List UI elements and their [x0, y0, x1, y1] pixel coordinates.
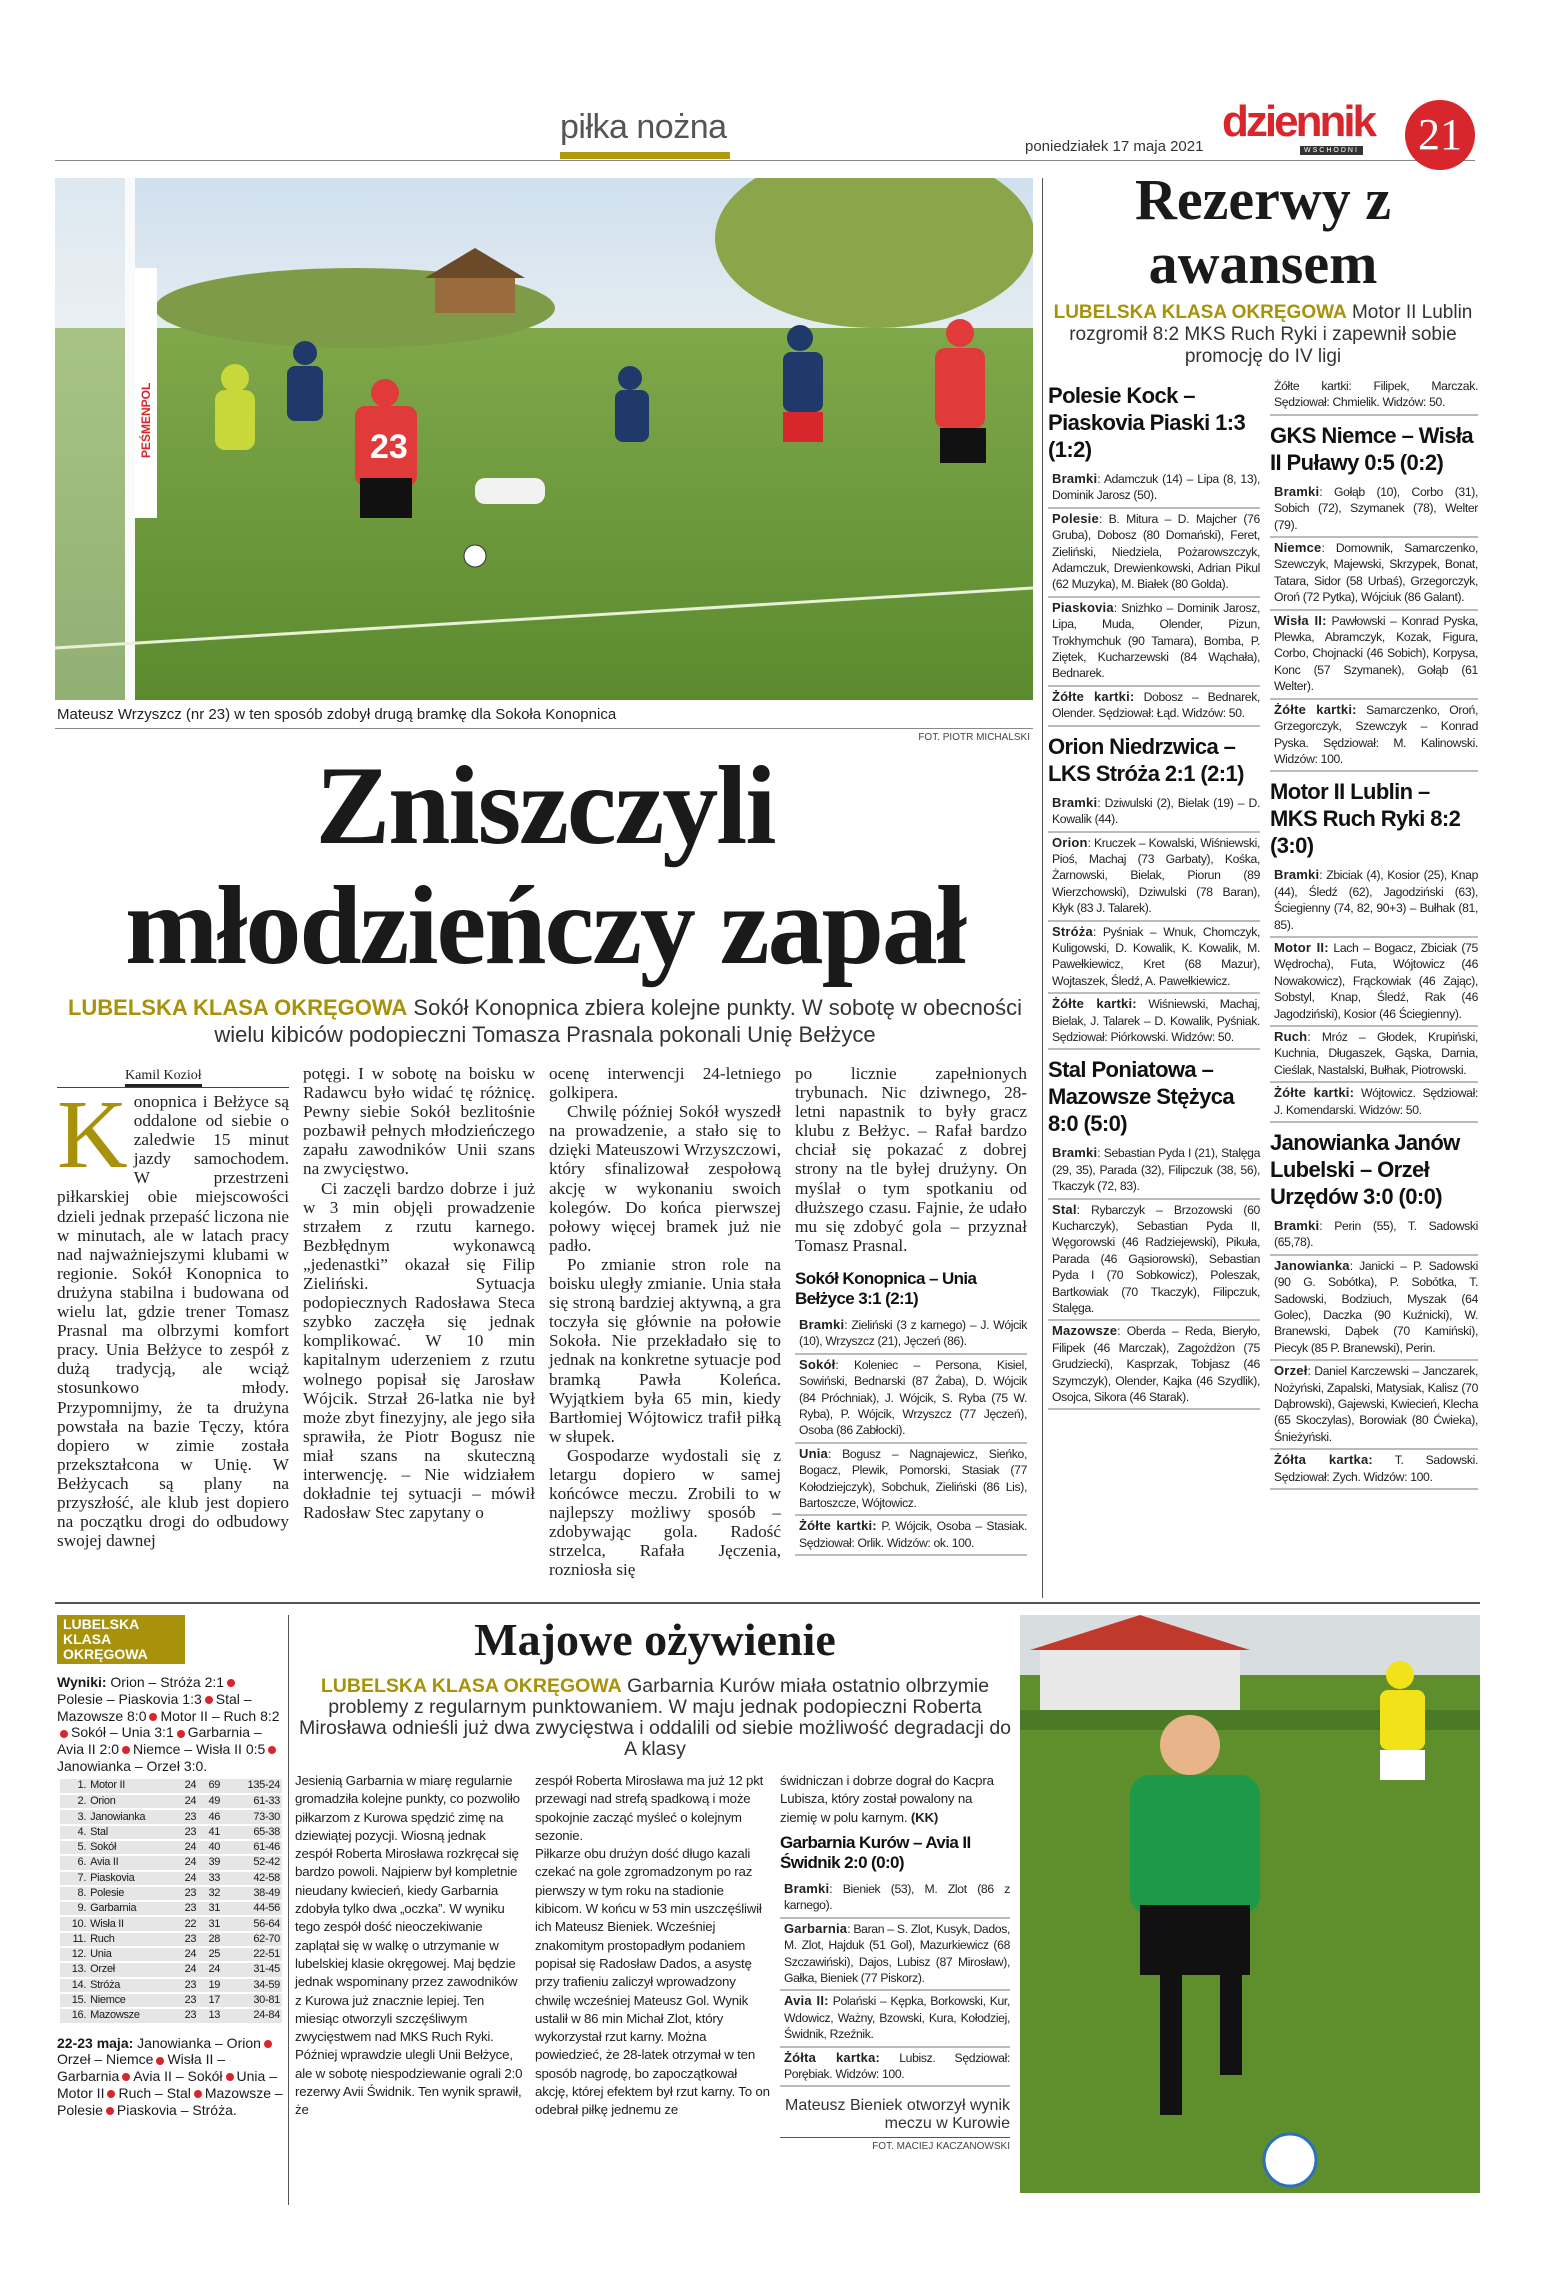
photo-caption: Mateusz Bieniek otworzył wynik meczu w Kurowie: [780, 2097, 1010, 2138]
entry-label: Niemce: [1274, 540, 1322, 556]
entry-text: : Bogusz – Nagnajewicz, Sieńko, Bogacz, Plewik, Pomorski, Stasiak (77 Kołodziejczyk), Sobchuk, Zieliński (86 Lis), Bartoszcze, Wójtowicz.: [799, 1446, 1027, 1510]
table-cell: 31: [202, 1901, 226, 1916]
table-cell: 56-64: [226, 1916, 282, 1931]
entry-label: Żółte kartki:: [1052, 688, 1135, 704]
entry-label: Żółte kartki:: [799, 1518, 877, 1534]
table-cell: Avia II: [88, 1855, 178, 1870]
entry-label: Żółte kartki:: [1274, 701, 1357, 717]
table-cell: 17: [202, 1993, 226, 2008]
entry-label: Avia II:: [784, 1993, 829, 2009]
majowe-column-2: [535, 1772, 770, 2153]
report-entry: [1048, 833, 1260, 922]
table-cell: 12.: [60, 1947, 88, 1962]
table-cell: 22-51: [226, 1947, 282, 1962]
report-entry: [795, 1516, 1027, 1556]
entry-text: Dobosz – Bednarek, Olender. Sędziował: Łąd. Widzów: 50.: [1052, 689, 1260, 721]
table-cell: Unia: [88, 1947, 178, 1962]
list-label: Wyniki:: [57, 1674, 107, 1690]
issue-date: poniedziałek 17 maja 2021: [1025, 138, 1204, 155]
bullet-dot-icon: [106, 2107, 114, 2115]
table-cell: 38-49: [226, 1886, 282, 1901]
fixture: Unia – Motor II: [57, 2068, 277, 2101]
report-entry: [1270, 538, 1478, 611]
table-cell: 42-58: [226, 1871, 282, 1886]
fixture: Niemce – Wisła II 0:5: [133, 1741, 266, 1758]
table-row: [60, 1932, 282, 1947]
report-entry: [780, 2048, 1010, 2088]
table-cell: 65-38: [226, 1825, 282, 1840]
banner-text: PEŚMENPOL: [139, 382, 153, 458]
bullet-dot-icon: [122, 2073, 130, 2081]
entry-label: Żółta kartka:: [784, 2049, 881, 2065]
report-entry: [795, 1444, 1027, 1517]
majowe-column-1: [295, 1772, 525, 2153]
report-entry: [1048, 509, 1260, 598]
article-paragraph: Ci zaczęli bardzo dobrze i już w 3 min objęli prowadzenie strzałem z rzutu karnego. Bezbłędnym wykonawcą „jedenastki” okazał się Filip Zieliński. Sytuacja podopiecznych Radosława Steca szybko zaczęła się jednak komplikować. W 10 min kapitalnym uderzeniem z rzutu wolnego popisał się Jarosław Wójcik. Strzał 26-latka nie był może zbyt finezyjny, ale jego siła sprawiła, że Piotr Bogusz nie miał szans na skuteczną interwencję. – Nie widziałem dokładnie tej sytuacji – mówił Radosław Stec zapytany o: [303, 1178, 535, 1523]
entry-label: Żółte kartki:: [1274, 1085, 1355, 1101]
table-cell: 61-46: [226, 1840, 282, 1855]
table-cell: 31: [202, 1916, 226, 1931]
report-entry: [1048, 922, 1260, 995]
results-summary: [57, 1674, 283, 1775]
table-cell: 23: [178, 2008, 202, 2023]
table-cell: Polesie: [88, 1886, 178, 1901]
entry-label: Stal: [1052, 1201, 1077, 1217]
match-report: [780, 1833, 1010, 2087]
entry-label: Stróża: [1052, 923, 1093, 939]
fixture: Avia II – Sokół: [133, 2068, 223, 2085]
table-cell: 15.: [60, 1993, 88, 2008]
article-column-3: [549, 1064, 781, 1580]
rezerwy-headline: Rezerwy z awansem: [1135, 167, 1391, 296]
table-cell: 13.: [60, 1962, 88, 1977]
table-cell: 24: [178, 1947, 202, 1962]
table-cell: 25: [202, 1947, 226, 1962]
bullet-dot-icon: [264, 2040, 272, 2048]
table-cell: Sokół: [88, 1840, 178, 1855]
lead-kicker: LUBELSKA KLASA OKRĘGOWA: [320, 1675, 622, 1697]
entry-text: : Mróz – Głodek, Krupiński, Kuchnia, Długaszek, Gąska, Darnia, Cieślak, Nastalski, Bułhak, Piotrowski.: [1274, 1029, 1478, 1077]
table-cell: Ruch: [88, 1932, 178, 1947]
table-cell: 23: [178, 1886, 202, 1901]
table-cell: 8.: [60, 1886, 88, 1901]
entry-text: P. Wójcik, Osoba – Stasiak. Sędziował: Orlik. Widzów: ok. 100.: [799, 1519, 1027, 1550]
table-cell: Stróża: [88, 1978, 178, 1993]
entry-label: Bramki: [1274, 867, 1320, 883]
league-badge: LUBELSKA KLASA OKRĘGOWA: [57, 1615, 185, 1664]
article-paragraph: onopnica i Bełżyce są oddalone od siebie o zaledwie 15 minut jazdy samochodem. W przestrzeni piłkarskiej obie miejscowości dzieli jednak przepaść liczona nie w minutach, ale w latach pracy nad najważniejszymi klubami w regionie. Sokół Konopnica to drużyna stabilna i budowana od wielu lat, gdzie trener Tomasz Prasnal ma olbrzymi komfort pracy. Unia Bełżyce to zespół z dużą tradycją, ale wciąż stosunkowo młody. Przypomnijmy, że ta drużyna powstała na bazie Tęczy, która dopiero w zimie została przekształcona w Unię. W Bełżycach są plany na przyszłość, ale klub jest dopiero na początku drogi do odbudowy swojej dawnej: [57, 1092, 289, 1551]
table-cell: Piaskovia: [88, 1871, 178, 1886]
table-row: [60, 1978, 282, 1993]
table-cell: 23: [178, 1901, 202, 1916]
bullet-dot-icon: [226, 2073, 234, 2081]
match-title: Stal Poniatowa – Mazowsze Stężyca 8:0 (5:0): [1048, 1057, 1235, 1137]
next-fixtures: [57, 2035, 283, 2119]
match-title: Polesie Kock – Piaskovia Piaski 1:3 (1:2): [1048, 383, 1246, 462]
table-cell: 34-59: [226, 1978, 282, 1993]
table-cell: 16.: [60, 2008, 88, 2023]
table-row: [60, 2008, 282, 2023]
entry-text: : Baran – S. Zlot, Kusyk, Dados, M. Zlot, Hajduk (51 Gol), Mazurkiewicz (68 Szczawiński), Dajos, Lubisz (87 Mirosław), Gałka, Bieniek (77 Piskorz).: [784, 1921, 1010, 1985]
table-cell: 24: [178, 1855, 202, 1870]
entry-label: Ruch: [1274, 1028, 1308, 1044]
table-cell: 23: [178, 1809, 202, 1824]
fixture: Orion – Stróża 2:1: [110, 1674, 225, 1690]
column-divider: [1042, 178, 1043, 1598]
report-entry: [1270, 1256, 1478, 1361]
entry-text: : Zbiciak (4), Kosior (25), Knap (44), Śledź (62), Jagodziński (63), Ściegienny (74, 82, 90+3) – Bułhak (81, 85).: [1274, 868, 1478, 932]
caption-divider: [55, 728, 1033, 729]
report-entry: [795, 1355, 1027, 1444]
article-lead: [55, 994, 1035, 1048]
article-paragraph: ocenę interwencji 24-letniego golkipera.: [549, 1064, 781, 1103]
bullet-dot-icon: [268, 1746, 276, 1754]
article-paragraph: Jesienią Garbarnia w miarę regularnie gromadziła kolejne punkty, co pozwoliło piłkarzom z Kurowa spędzić zimę na dziewiątej pozycji. Wiosną jednak zespół Roberta Mirosława rozkręcał się bardzo powoli. Najpierw był kompletnie nieudany kwiecień, kiedy Garbarnia zdobyła tylko dwa „oczka”. W wyniku tego zespół dość nieoczekiwanie zaplątał się w walkę o utrzymanie w lubelskiej klasie okręgowej. Maj będzie jednak wspominany przez zawodników z Kurowa już znacznie lepiej. Ten miesiąc otworzyli szczęśliwym zwycięstwem nad MKS Ruch Ryki. Później wprawdzie ulegli Unii Bełżyce, ale w sobotę niespodziewanie ograli 2:0 rezerwy Avii Świdnik. Ten wynik sprawił, że: [295, 1773, 523, 2118]
table-cell: 9.: [60, 1901, 88, 1916]
report-entry: [1048, 1143, 1260, 1199]
article-paragraph: Piłkarze obu drużyn dość długo kazali czekać na gole zgromadzonym po raz pierwszy w tym roku na stadionie kibicom. W końcu w 53 min uszczęśliwił ich Mateusz Bieniek. Wcześniej znakomitym prostopadłym podaniem popisał się Radosław Dados, a asystę przy trafieniu zaliczył wprowadzony chwilę wcześniej Mateusz Gol. Wynik ustalił w 86 min Michał Zlot, który wykorzystał rzut karny. Można powiedzieć, że 28-latek otrzymał w ten sposób nagrodę, bo zapoczątkował akcję, której efektem był rzut karny. To on odebrał piłkę jednemu ze: [535, 1846, 770, 2118]
entry-label: Janowianka: [1274, 1257, 1350, 1273]
table-cell: 30-81: [226, 1993, 282, 2008]
fixture: Orzeł – Niemce: [57, 2051, 154, 2068]
table-cell: 135-24: [226, 1779, 282, 1794]
article-columns: [55, 1064, 1035, 1580]
entry-text: : Snizhko – Dominik Jarosz, Lipa, Muda, Olender, Pizun, Trokhymchuk (90 Tamara), Bomba, P. Ziętek, Kucharzewski (84 Wąchała), Bednarek.: [1052, 600, 1260, 681]
entry-text: : Bieniek (53), M. Zlot (86 z karnego).: [784, 1881, 1010, 1913]
table-row: [60, 1993, 282, 2008]
match-title: Janowianka Janów Lubelski – Orzeł Urzędów 3:0 (0:0): [1270, 1130, 1460, 1209]
lead-text: Garbarnia Kurów miała ostatnio olbrzymie problemy z regularnym punktowaniem. W maju jednak podopieczni Roberta Mirosława odnieśli już dwa zwycięstwa i oddalili od siebie możliwość degradacji do A klasy: [298, 1675, 1012, 1760]
table-cell: 1.: [60, 1779, 88, 1794]
entry-text: Lubisz. Sędziował: Porębiak. Widzów: 100.: [784, 2050, 1010, 2081]
fixture: Janowianka – Orion: [137, 2034, 261, 2051]
lead-kicker: LUBELSKA KLASA OKRĘGOWA: [1053, 302, 1347, 323]
report-entry: [1048, 793, 1260, 833]
majowe-headline: Majowe ożywienie: [474, 1614, 836, 1665]
report-entry: [1270, 482, 1478, 538]
entry-text: : Janicki – P. Sadowski (90 G. Sobótka), P. Sobótka, T. Sadowski, Bodziuch, Myszak (64 Golec), Daczka (90 Kuźnicki), W. Branewski, Dąbek (70 Kamiński), Piecyk (85 P. Branewski), Perin.: [1274, 1258, 1478, 1355]
table-cell: 44-56: [226, 1901, 282, 1916]
photo-caption: Mateusz Wrzyszcz (nr 23) w ten sposób zdobył drugą bramkę dla Sokoła Konopnica: [57, 706, 617, 723]
table-cell: Orion: [88, 1794, 178, 1809]
entry-text: : Sebastian Pyda I (21), Stalęga (29, 35), Parada (32), Filipczuk (38, 56), Tkaczyk (72, 83).: [1052, 1146, 1260, 1194]
entry-text: Samarczenko, Oroń, Grzegorczyk, Szewczyk – Konrad Pyska. Sędziował: M. Kalinowski. Widzów: 100.: [1274, 702, 1478, 766]
section-divider: [55, 1602, 1480, 1604]
rezerwy-article: [1048, 168, 1478, 1490]
majowe-column-3: [780, 1772, 1010, 2153]
table-cell: 49: [202, 1794, 226, 1809]
table-row: [60, 1809, 282, 1824]
rezerwy-lead: [1048, 302, 1478, 368]
results-columns: [1048, 376, 1478, 1490]
page-number-badge: 21: [1405, 100, 1475, 170]
table-cell: 41: [202, 1825, 226, 1840]
table-cell: 22: [178, 1916, 202, 1931]
entry-label: Bramki: [1052, 794, 1098, 810]
table-cell: 13: [202, 2008, 226, 2023]
article-column-2: [303, 1064, 535, 1580]
fixture: Ruch – Stal: [118, 2084, 191, 2101]
table-cell: 23: [178, 1978, 202, 1993]
lead-text: Motor II Lublin rozgromił 8:2 MKS Ruch Ryki i zapewnił sobie promocję do IV ligi: [1069, 302, 1473, 367]
entry-label: Wisła II:: [1274, 612, 1327, 628]
article-paragraph: Po zmianie stron role na boisku uległy zmianie. Unia stała się stroną bardziej aktywną, a gra toczyła się głównie na połowie Sokoła. Nie przekładało się to jednak na konkretne sytuacje pod bramką Pawła Koleńca. Wyjątkiem była 65 min, kiedy Bartłomiej Wójtowicz trafił piłką w słupek.: [549, 1254, 781, 1446]
bullet-dot-icon: [177, 1730, 185, 1738]
fixture: Stal – Mazowsze 8:0: [57, 1690, 252, 1724]
match-photo-sokol: [55, 178, 1033, 700]
table-cell: 19: [202, 1978, 226, 1993]
report-entry: [1048, 1321, 1260, 1410]
drop-cap: K: [57, 1081, 128, 1189]
report-entry: [780, 1879, 1010, 1919]
report-entry: [1270, 611, 1478, 700]
match-title: Motor II Lublin – MKS Ruch Ryki 8:2 (3:0): [1270, 779, 1461, 859]
table-row: [60, 1901, 282, 1916]
match-photo-garbarnia: [1020, 1615, 1480, 2193]
column-divider: [288, 1615, 289, 2205]
entry-label: Bramki: [1052, 471, 1098, 486]
table-cell: 23: [178, 1825, 202, 1840]
table-cell: Stal: [88, 1825, 178, 1840]
table-cell: 62-70: [226, 1932, 282, 1947]
table-cell: Janowianka: [88, 1809, 178, 1824]
entry-text: : Zieliński (3 z karnego) – J. Wójcik (10), Wrzyszcz (21), Jęczeń (86).: [799, 1317, 1027, 1349]
league-table: [60, 1779, 282, 2025]
bullet-dot-icon: [194, 2090, 202, 2098]
lead-kicker: LUBELSKA KLASA OKRĘGOWA: [67, 995, 408, 1020]
entry-label: Żółta kartka:: [1274, 1452, 1373, 1468]
newspaper-logo: dziennik: [1222, 98, 1375, 146]
table-row: [60, 1794, 282, 1809]
table-cell: 24-84: [226, 2008, 282, 2023]
report-entry: [1048, 687, 1260, 727]
article-column-1: [57, 1064, 289, 1580]
fixture: Wisła II – Garbarnia: [57, 2051, 226, 2085]
table-row: [60, 1855, 282, 1870]
report-entry: [1270, 1216, 1478, 1256]
report-entry: [1048, 1200, 1260, 1322]
article-byline: Kamil Kozioł: [125, 1068, 202, 1087]
table-cell: 69: [202, 1779, 226, 1794]
bullet-dot-icon: [107, 2090, 115, 2098]
fixture: Garbarnia – Avia II 2:0: [57, 1724, 262, 1758]
entry-label: Sokół: [799, 1356, 836, 1372]
entry-label: Orion: [1052, 834, 1088, 850]
report-entry: [1270, 1027, 1478, 1083]
article-paragraph: świdniczan i dobrze dograł do Kacpra Lubisza, który został powalony na ziemię w polu karnym.: [780, 1773, 994, 1825]
entry-label: Polesie: [1052, 510, 1099, 526]
entry-label: Bramki: [799, 1316, 845, 1332]
table-cell: 2.: [60, 1794, 88, 1809]
entry-text: : Domownik, Samarczenko, Szewczyk, Majewski, Skrzypek, Bonat, Tatara, Sidor (58 Urbaś), Grzegorczyk, Oroń (72 Pytka), Wójciuk (86 Galant).: [1274, 541, 1478, 605]
report-entry: [1270, 700, 1478, 773]
match-title: Garbarnia Kurów – Avia II Świdnik 2:0 (0:0): [780, 1832, 971, 1872]
entry-label: Żółte kartki:: [1052, 996, 1137, 1012]
table-cell: 40: [202, 1840, 226, 1855]
entry-label: Bramki: [1274, 1218, 1320, 1233]
report-entry: [1270, 1083, 1478, 1123]
table-cell: 52-42: [226, 1855, 282, 1870]
entry-text: T. Sadowski. Sędziował: Zych. Widzów: 100.: [1274, 1453, 1479, 1484]
table-cell: 23: [178, 1993, 202, 2008]
entry-text: Lach – Bogacz, Zbiciak (75 Wędrocha), Futa, Wójtowicz (46 Nowakowicz), Frąckowiak (46 Zając), Sobstyl, Knap, Śledź, Rak (46 Jagodziński), Kosior (46 Ściegienny).: [1274, 940, 1478, 1021]
table-cell: Niemce: [88, 1993, 178, 2008]
entry-label: Mazowsze: [1052, 1323, 1118, 1339]
report-entry: [1048, 469, 1260, 509]
entry-text: Wójtowicz. Sędziował: J. Komendarski. Widzów: 50.: [1274, 1086, 1478, 1117]
main-article: [55, 746, 1035, 1580]
table-cell: 24: [178, 1779, 202, 1794]
table-cell: 24: [178, 1840, 202, 1855]
bullet-dot-icon: [60, 1730, 68, 1738]
entry-label: Unia: [799, 1445, 828, 1461]
author-initials: (KK): [907, 1809, 939, 1825]
table-cell: 10.: [60, 1916, 88, 1931]
table-cell: 4.: [60, 1825, 88, 1840]
table-row: [60, 1825, 282, 1840]
entry-text: Pawłowski – Konrad Pyska, Plewka, Abramczyk, Kozak, Figura, Corbo, Chojnacki (46 Sobich), Korpysa, Konc (57 Szymanek), Gołąb (61 Welter).: [1274, 613, 1478, 694]
table-cell: Motor II: [88, 1779, 178, 1794]
match-report: [795, 1269, 1027, 1556]
entry-label: Bramki: [784, 1880, 830, 1896]
article-column-4: [795, 1064, 1027, 1580]
article-paragraph: potęgi. I w sobotę na boisku w Radawcu było widać tę różnicę. Pewny siebie Sokół bezlitośnie pozbawił pełnych młodzieńczego zapału zawodników Unii szans na zwycięstwo.: [303, 1064, 535, 1179]
table-cell: 23: [178, 1932, 202, 1947]
fixture: Motor II – Ruch 8:2: [160, 1707, 280, 1724]
entry-text: : Adamczuk (14) – Lipa (8, 13), Dominik Jarosz (50).: [1052, 472, 1260, 503]
fixture: Mazowsze – Polesie: [57, 2084, 283, 2118]
table-cell: 46: [202, 1809, 226, 1824]
entry-text: : Dziwulski (2), Bielak (19) – D. Kowalik (44).: [1052, 795, 1260, 827]
table-cell: 39: [202, 1855, 226, 1870]
table-cell: 24: [178, 1794, 202, 1809]
report-entry: [1270, 865, 1478, 938]
article-paragraph: zespół Roberta Mirosława ma już 12 pkt przewagi nad strefą spadkową i może spokojnie zacząć myśleć o kolejnym sezonie.: [535, 1773, 764, 1843]
table-cell: 14.: [60, 1978, 88, 1993]
fixture: Polesie – Piaskovia 1:3: [57, 1690, 202, 1707]
report-entry: [1270, 1450, 1478, 1490]
table-cell: Wisła II: [88, 1916, 178, 1931]
newspaper-logo-subtitle: WSCHODNI: [1300, 146, 1363, 155]
results-column-2: [1270, 376, 1478, 1490]
entry-text: : Oberda – Reda, Bieryło, Filipek (46 Marczak), Zagożdżon (75 Grudziecki), Kasprzak, Tobjasz (46 Szymczyk), Olender, Kajka (46 Szydlik), Osojca, Sikora (46 Starak).: [1052, 1324, 1260, 1405]
bullet-dot-icon: [227, 1679, 235, 1687]
bullet-dot-icon: [156, 2057, 164, 2065]
table-cell: 28: [202, 1932, 226, 1947]
table-cell: 33: [202, 1871, 226, 1886]
fixture: Sokół – Unia 3:1: [71, 1724, 174, 1741]
article-paragraph: Gospodarze wydostali się z letargu dopiero w samej końcówce meczu. Zrobili to w najlepszy możliwy sposób – zdobywając gola. Radość strzelca, Rafała Jęczenia, rozniosła się: [549, 1445, 781, 1580]
majowe-columns: [295, 1772, 1015, 2153]
report-entry: [1270, 938, 1478, 1027]
majowe-lead: [295, 1676, 1015, 1760]
report-entry: [1270, 1361, 1478, 1450]
table-cell: 24: [202, 1962, 226, 1977]
entry-text: : Koleniec – Persona, Kisiel, Sowiński, Bednarski (87 Żaba), D. Wójcik (84 Próchniak), J. Wójcik, S. Ryba (75 W. Ryba), P. Wójcik, Wrzyszcz (77 Jęczeń), Osoba (86 Zabłocki).: [799, 1357, 1027, 1438]
bullet-dot-icon: [149, 1713, 157, 1721]
entry-text: : Rybarczyk – Brzozowski (60 Kucharczyk), Sebastian Pyda II, Węgorowski (46 Radziejewski), Pikuła, Parada (46 Gąsiorowski), Sebastian Pyda I (70 Sobkowicz), Poleszak, Bartkowiak (70 Tkaczyk), Filipczuk, Stalęga.: [1052, 1202, 1260, 1316]
entry-text: : B. Mitura – D. Majcher (76 Gruba), Dobosz (80 Domański), Feret, Zieliński, Niedziela, Pożarowszczyk, Adamczuk, Drewienkowski, Adrian Pikul (62 Muzyka), M. Białek (80 Golda).: [1052, 511, 1260, 592]
table-row: [60, 1916, 282, 1931]
entry-text: : Gołąb (10), Corbo (31), Sobich (72), Szymanek (78), Welter (79).: [1274, 484, 1478, 532]
table-cell: 24: [178, 1871, 202, 1886]
entry-text: Polański – Kępka, Borkowski, Kur, Wdowicz, Ważny, Bzowski, Kura, Kołodziej, Świdnik, Rzeźnik.: [784, 1994, 1010, 2042]
entry-label: Motor II:: [1274, 939, 1329, 955]
fixture: Piaskovia – Stróża.: [116, 2101, 237, 2118]
match-title: Sokół Konopnica – Unia Bełżyce 3:1 (2:1): [795, 1268, 977, 1308]
table-cell: 11.: [60, 1932, 88, 1947]
majowe-article: [295, 1612, 1015, 2153]
article-headline: Zniszczyli młodzieńczy zapał: [124, 744, 966, 988]
entry-text: : Kruczek – Kowalski, Wiśniewski, Pioś, Machaj (73 Garbaty), Kośka, Żarnowski, Bielak, Piorun (89 Wierzchowski), Dziwulski (78 Baran), Kłyk (83 J. Talarek).: [1052, 835, 1260, 916]
article-paragraph: Chwilę później Sokół wyszedł na prowadzenie, a stało się to dzięki Mateuszowi Wrzyszczowi, który sfinalizował zespołową akcję w wykonaniu swoich kolegów. Do końca pierwszej połowy więcej bramek już nie padło.: [549, 1102, 781, 1255]
table-row: [60, 1840, 282, 1855]
table-cell: 5.: [60, 1840, 88, 1855]
report-entry: [795, 1315, 1027, 1355]
entry-text: : Daniel Karczewski – Janczarek, Nożyński, Zapalski, Matysiak, Kalisz (70 Dąbrowski), Gajewski, Kwiecień, Klecha (65 Skoczylas), Borowiak (80 Ćwieka), Śnieżyński.: [1274, 1364, 1478, 1444]
table-cell: 3.: [60, 1809, 88, 1824]
report-entry: [780, 1919, 1010, 1992]
header-divider: [55, 160, 1475, 161]
fixture: Janowianka – Orzeł 3:0.: [57, 1757, 208, 1774]
table-row: [60, 1962, 282, 1977]
bullet-dot-icon: [205, 1696, 213, 1704]
article-paragraph: po licznie zapełnionych trybunach. Nic dziwnego, 28-letni napastnik to były gracz klubu z Bełżyc. – Rafał bardzo chciał się pokazać z dobrej strony na tle byłej drużyny. On myślał o tym spotkaniu od dłuższego czasu. Fajnie, że udało mu się zdobyć gola – przyznał Tomasz Prasnal.: [795, 1064, 1027, 1255]
report-entry: [1048, 994, 1260, 1050]
table-row: [60, 1886, 282, 1901]
table-cell: 7.: [60, 1871, 88, 1886]
entry-label: Garbarnia: [784, 1920, 848, 1936]
photo-credit: FOT. PIOTR MICHALSKI: [918, 732, 1030, 743]
table-row: [60, 1947, 282, 1962]
table-cell: Mazowsze: [88, 2008, 178, 2023]
bullet-dot-icon: [122, 1746, 130, 1754]
entry-label: Bramki: [1052, 1145, 1098, 1161]
table-cell: Garbarnia: [88, 1901, 178, 1916]
entry-text: : Pyśniak – Wnuk, Chomczyk, Kuligowski, D. Kowalik, K. Kowalik, M. Pawełkiewicz, Kret (68 Mazur), Wojtaszek, Śledź, A. Pawełkiewicz.: [1052, 924, 1260, 988]
match-title: GKS Niemce – Wisła II Puławy 0:5 (0:2): [1270, 422, 1473, 475]
table-cell: 24: [178, 1962, 202, 1977]
table-cell: 31-45: [226, 1962, 282, 1977]
shirt-number: 23: [370, 428, 408, 466]
lead-text: Sokół Konopnica zbiera kolejne punkty. W sobotę w obecności wielu kibiców podopieczni Tomasza Prasnala pokonali Unię Bełżyce: [214, 995, 1023, 1047]
entry-text: : Perin (55), T. Sadowski (65,78).: [1274, 1219, 1478, 1250]
entry-text: Wiśniewski, Machaj, Bielak, J. Talarek – D. Kowalik, Pyśniak. Sędziował: Piórkowski. Widzów: 50.: [1052, 997, 1260, 1044]
section-underline: [560, 152, 730, 159]
photo-credit: FOT. MACIEJ KACZANOWSKI: [872, 2141, 1010, 2153]
table-row: [60, 1779, 282, 1794]
entry-label: Bramki: [1274, 483, 1320, 499]
list-label: 22-23 maja:: [57, 2034, 134, 2051]
table-cell: 6.: [60, 1855, 88, 1870]
table-cell: 32: [202, 1886, 226, 1901]
table-cell: 61-33: [226, 1794, 282, 1809]
entry-label: Piaskovia: [1052, 599, 1114, 615]
report-continuation: Żółte kartki: Filipek, Marczak. Sędziował: Chmielik. Widzów: 50.: [1270, 376, 1478, 416]
table-cell: 73-30: [226, 1809, 282, 1824]
table-cell: Orzeł: [88, 1962, 178, 1977]
report-entry: [780, 1991, 1010, 2047]
section-title: piłka nożna: [560, 108, 727, 146]
results-column-1: [1048, 376, 1260, 1490]
report-entry: [1048, 598, 1260, 687]
entry-label: Orzeł: [1274, 1363, 1308, 1379]
league-sidebar: [57, 1615, 283, 2119]
match-title: Orion Niedrzwica – LKS Stróża 2:1 (2:1): [1048, 733, 1244, 786]
table-row: [60, 1871, 282, 1886]
